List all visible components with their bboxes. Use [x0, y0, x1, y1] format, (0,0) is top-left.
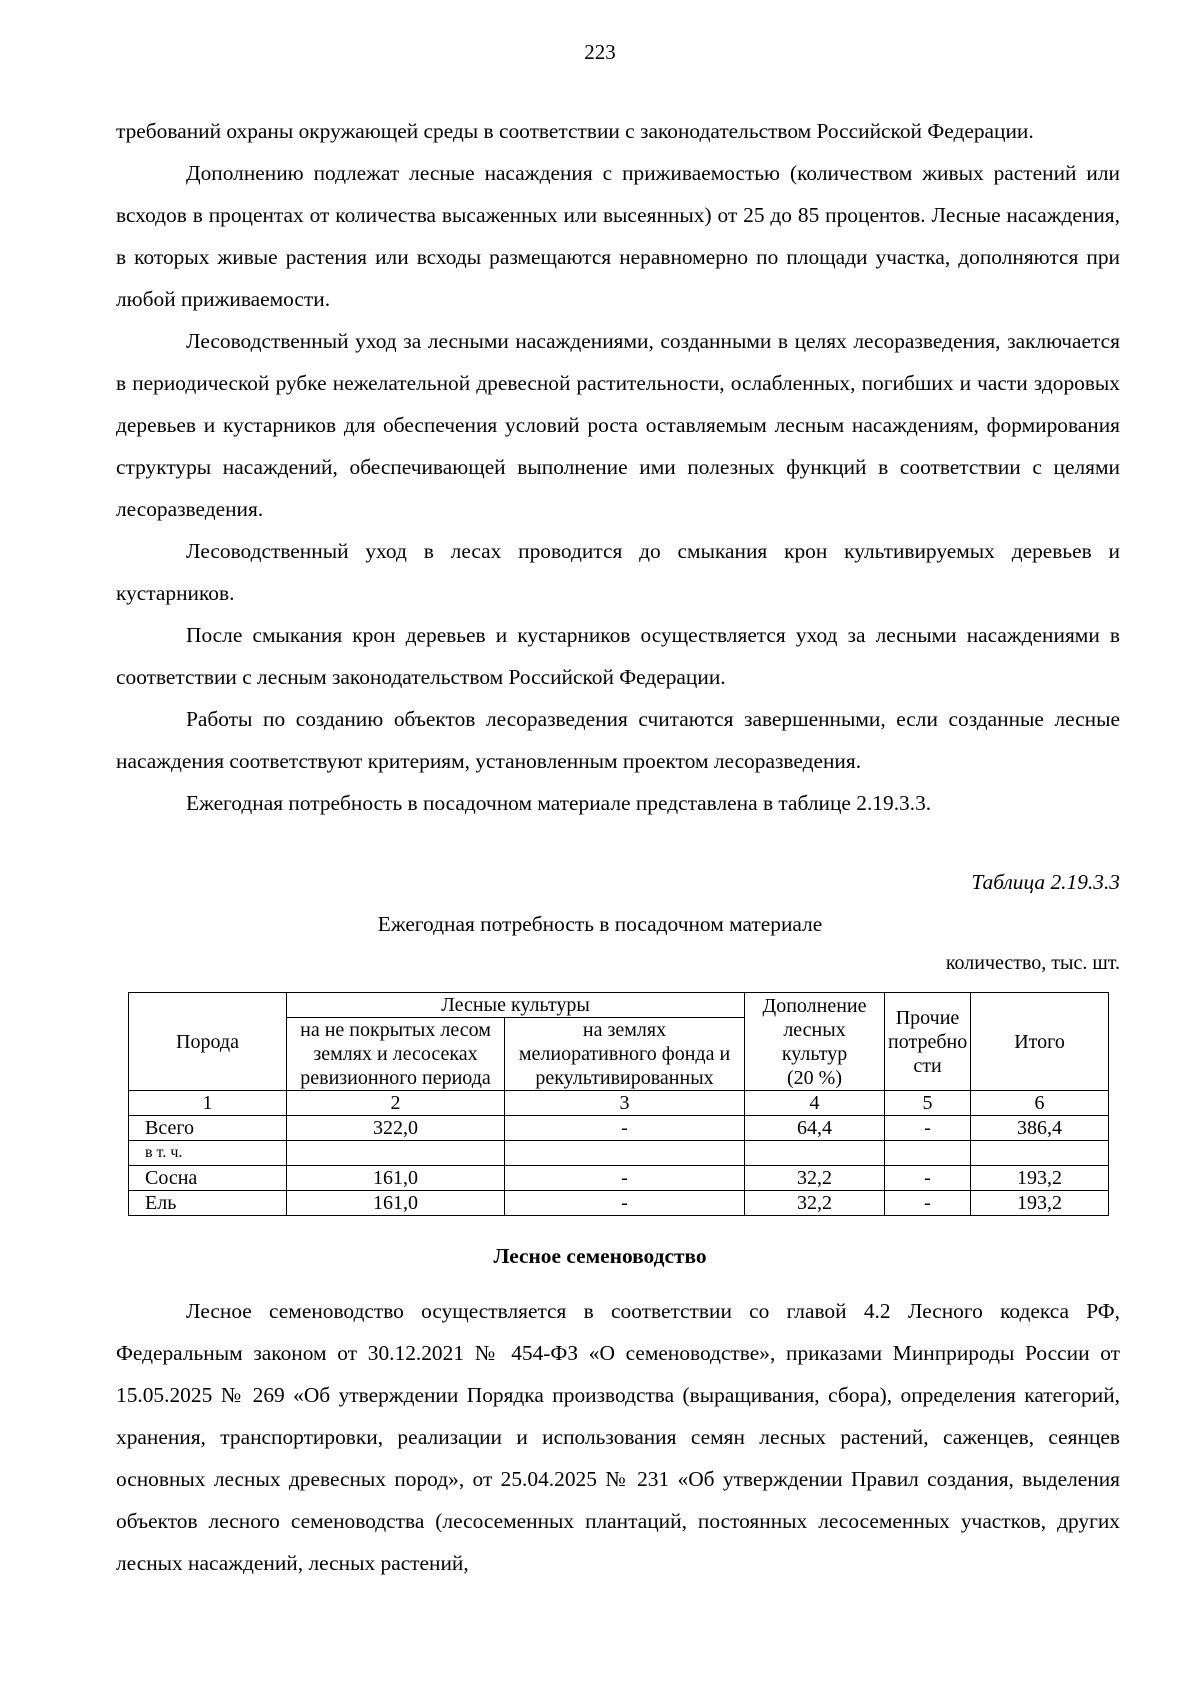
- paragraph: Лесоводственный уход в лесах проводится до смыкания крон культивируемых деревьев и кустарников.: [116, 539, 1120, 605]
- planting-material-table: [128, 992, 1109, 1216]
- paragraph: Лесоводственный уход за лесными насаждениями, созданными в целях лесоразведения, заключается в периодической рубке нежелательной древесной растительности, ослабленных, погибших и части здоровых деревьев и кустарников для обеспечения условий роста оставляемым лесным насаждениям, формирования структуры насаждений, обеспечивающей выполнение ими полезных функций в соответствии с целями лесоразведения.: [116, 329, 1120, 521]
- header-line: землях и лесосеках: [313, 1043, 478, 1065]
- table-cell: -: [885, 1166, 971, 1191]
- table-cell: -: [505, 1191, 745, 1216]
- paragraph: Ежегодная потребность в посадочном материале представлена в таблице 2.19.3.3.: [186, 791, 932, 815]
- table-header-row: [129, 993, 1109, 1018]
- table-cell: 161,0: [287, 1191, 505, 1216]
- table-cell: Сосна: [129, 1166, 287, 1191]
- table-row: [129, 1166, 1109, 1191]
- table-cell: -: [885, 1191, 971, 1216]
- table-cell: Ель: [129, 1191, 287, 1216]
- table-cell: 161,0: [287, 1166, 505, 1191]
- header-line: лесных: [783, 1018, 846, 1041]
- header-breed: Порода: [129, 993, 287, 1091]
- table-cell: [505, 1141, 745, 1166]
- paragraph: Дополнению подлежат лесные насаждения с приживаемостью (количеством живых растений или всходов в процентах от количества высаженных или высеянных) от 25 до 85 процентов. Лесные насаждения, в которых живые растения или всходы размещаются неравномерно по площади участка, дополняются при любой приживаемости.: [116, 161, 1120, 311]
- header-line: Дополнение: [762, 994, 867, 1017]
- header-forest-cultures: Лесные культуры: [287, 993, 745, 1018]
- header-reclamation-lands: [505, 1018, 745, 1091]
- table-row: [129, 1141, 1109, 1166]
- column-number: 4: [745, 1091, 885, 1116]
- column-number: 2: [287, 1091, 505, 1116]
- table-cell: -: [505, 1166, 745, 1191]
- column-number: 3: [505, 1091, 745, 1116]
- table-cell: 64,4: [745, 1116, 885, 1141]
- body-text-top: [116, 110, 1120, 824]
- table-cell: [885, 1141, 971, 1166]
- paragraph: требований охраны окружающей среды в соответствии с законодательством Российской Федерации.: [116, 119, 1034, 143]
- table-cell: 322,0: [287, 1116, 505, 1141]
- table-cell: 193,2: [971, 1166, 1109, 1191]
- header-line: потребно: [888, 1030, 968, 1053]
- table-row: [129, 1191, 1109, 1216]
- table-cell: 32,2: [745, 1166, 885, 1191]
- table-cell: [745, 1141, 885, 1166]
- paragraph: После смыкания крон деревьев и кустарников осуществляется уход за лесными насаждениями в соответствии с лесным законодательством Российской Федерации.: [116, 623, 1120, 689]
- header-supplement: [745, 993, 885, 1091]
- table-cell: Всего: [129, 1116, 287, 1141]
- table-cell: -: [885, 1116, 971, 1141]
- column-number: 6: [971, 1091, 1109, 1116]
- section-title: Лесное семеноводство: [493, 1244, 707, 1268]
- table-row: [129, 1116, 1109, 1141]
- header-line: ревизионного периода: [300, 1067, 491, 1089]
- column-number: 1: [129, 1091, 287, 1116]
- header-line: на землях: [582, 1019, 667, 1041]
- table-cell: 193,2: [971, 1191, 1109, 1216]
- body-text-bottom: [116, 1290, 1120, 1584]
- table-title: Ежегодная потребность в посадочном материале: [377, 912, 823, 936]
- header-line: Прочие: [895, 1006, 960, 1029]
- table-cell: 32,2: [745, 1191, 885, 1216]
- header-uncovered-lands: [287, 1018, 505, 1091]
- page-number: 223: [584, 40, 616, 64]
- paragraph: Лесное семеноводство осуществляется в соответствии со главой 4.2 Лесного кодекса РФ, Федеральным законом от 30.12.2021 № 454-ФЗ «О семеноводстве», приказами Минприроды России от 15.05.2025 № 269 «Об утверждении Порядка производства (выращивания, сбора), определения категорий, хранения, транспортировки, реализации и использования семян лесных растений, саженцев, сеянцев основных лесных древесных пород», от 25.04.2025 № 231 «Об утверждении Правил создания, выделения объектов лесного семеноводства (лесосеменных плантаций, постоянных лесосеменных участков, других лесных насаждений, лесных растений,: [116, 1299, 1120, 1575]
- paragraph: Работы по созданию объектов лесоразведения считаются завершенными, если созданные лесные насаждения соответствуют критериям, установленным проектом лесоразведения.: [116, 707, 1120, 773]
- table-label: Таблица 2.19.3.3: [971, 870, 1120, 894]
- header-total: Итого: [971, 993, 1109, 1091]
- column-numbers-row: [129, 1091, 1109, 1116]
- header-line: сти: [913, 1054, 942, 1077]
- header-line: на не покрытых лесом: [300, 1019, 491, 1041]
- header-line: культур: [781, 1042, 848, 1065]
- table-units: количество, тыс. шт.: [945, 952, 1120, 974]
- header-other-needs: [885, 993, 971, 1091]
- header-line: мелиоративного фонда и: [518, 1043, 731, 1065]
- table-cell: [287, 1141, 505, 1166]
- table-cell: в т. ч.: [129, 1141, 287, 1166]
- header-line: (20 %): [787, 1066, 842, 1089]
- table-cell: [971, 1141, 1109, 1166]
- table-cell: -: [505, 1116, 745, 1141]
- table-cell: 386,4: [971, 1116, 1109, 1141]
- header-line: рекультивированных: [535, 1067, 714, 1089]
- column-number: 5: [885, 1091, 971, 1116]
